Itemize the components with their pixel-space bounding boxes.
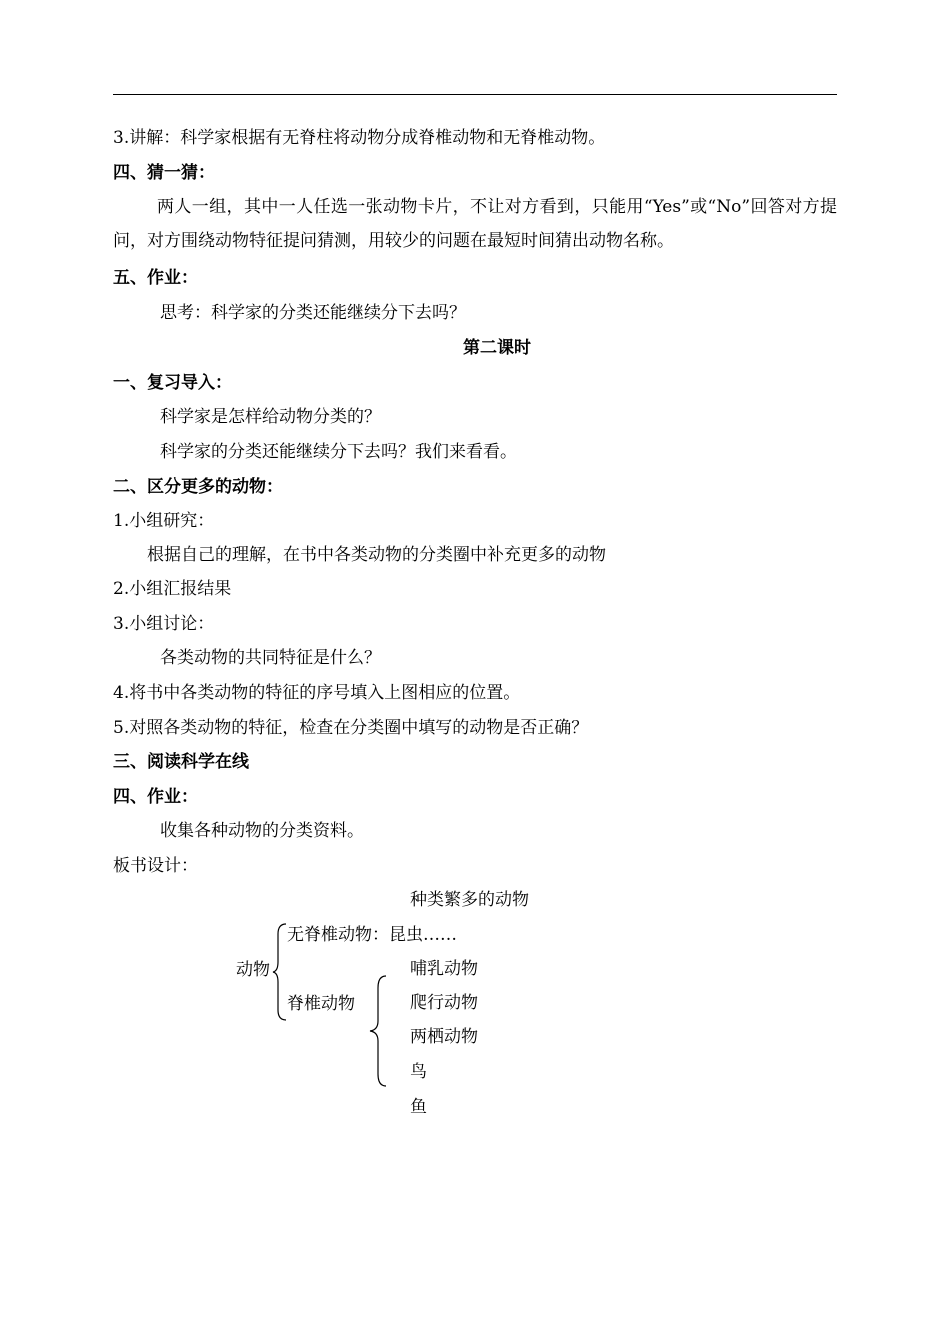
board-invertebrates: 无脊椎动物：昆虫…… — [287, 925, 457, 945]
l2-item-1: 1.小组研究： — [113, 511, 215, 531]
board-title: 种类繁多的动物 — [410, 890, 529, 910]
board-vertebrates: 脊椎动物 — [287, 994, 355, 1014]
l2-item-5: 5.对照各类动物的特征，检查在分类圈中填写的动物是否正确？ — [113, 718, 589, 738]
class-birds: 鸟 — [410, 1062, 427, 1082]
lesson-2-title: 第二课时 — [463, 338, 531, 358]
l2-item-4: 4.将书中各类动物的特征的序号填入上图相应的位置。 — [113, 683, 521, 703]
class-reptiles: 爬行动物 — [410, 993, 478, 1013]
l2-question-1: 科学家是怎样给动物分类的？ — [160, 407, 381, 427]
section-5-heading: 五、作业： — [113, 268, 198, 288]
class-fish: 鱼 — [410, 1097, 427, 1117]
vertebrate-brace — [368, 974, 388, 1088]
section-4-heading: 四、猜一猜： — [113, 163, 215, 183]
main-brace — [272, 922, 288, 1022]
board-root-animals: 动物 — [236, 960, 270, 980]
l2-question-2: 科学家的分类还能继续分下去吗？我们来看看。 — [160, 442, 517, 462]
l2-item-3-text: 各类动物的共同特征是什么？ — [160, 648, 381, 668]
l2-section-4-text: 收集各种动物的分类资料。 — [160, 821, 364, 841]
l2-section-1-heading: 一、复习导入： — [113, 373, 232, 393]
l2-section-4-heading: 四、作业： — [113, 787, 198, 807]
l2-section-3-heading: 三、阅读科学在线 — [113, 752, 249, 772]
l2-section-2-heading: 二、区分更多的动物： — [113, 477, 283, 497]
section-4-paragraph: 两人一组，其中一人任选一张动物卡片，不让对方看到，只能用“Yes”或“No”回答对方提问，对方围绕动物特征提问猜测，用较少的问题在最短时间猜出动物名称。 — [113, 197, 837, 251]
l2-item-2: 2.小组汇报结果 — [113, 579, 232, 599]
board-design-label: 板书设计： — [113, 856, 198, 876]
l2-item-3: 3.小组讨论： — [113, 614, 215, 634]
class-mammals: 哺乳动物 — [410, 959, 478, 979]
header-rule — [113, 94, 837, 95]
item-3-explanation: 3.讲解：科学家根据有无脊柱将动物分成脊椎动物和无脊椎动物。 — [113, 128, 606, 148]
l2-item-1-text: 根据自己的理解，在书中各类动物的分类圈中补充更多的动物 — [147, 545, 606, 565]
class-amphibians: 两栖动物 — [410, 1027, 478, 1047]
section-5-text: 思考：科学家的分类还能继续分下去吗？ — [160, 303, 466, 323]
